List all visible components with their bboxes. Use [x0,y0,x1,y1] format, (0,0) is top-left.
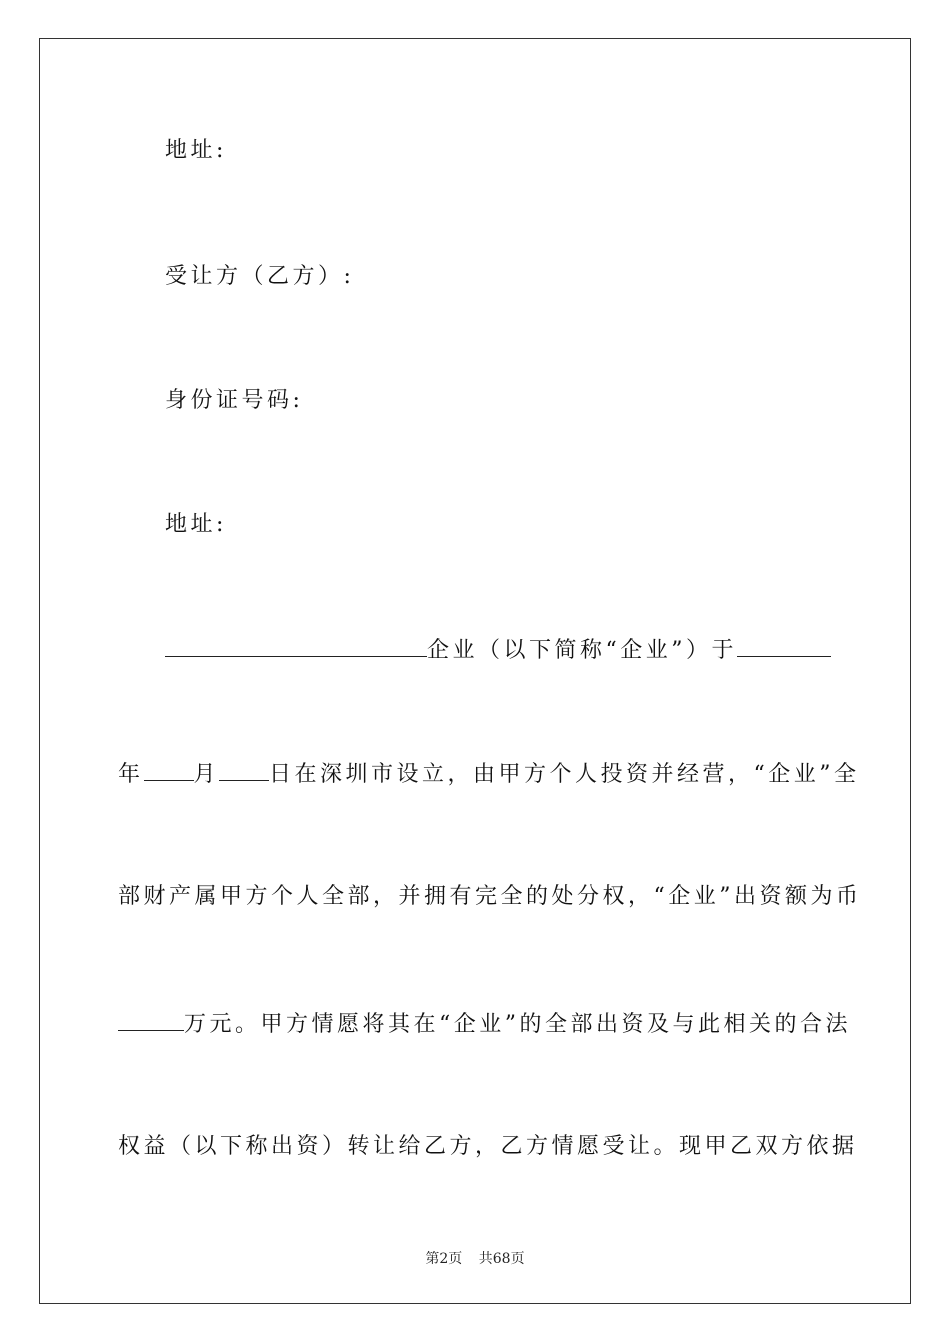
body-line-1-text: 企业（以下简称“企业”）于 [427,638,737,663]
id-number-label: 身份证号码: [165,388,304,413]
address-label-2: 地址: [165,512,227,537]
body-line-4-text: 万元。甲方情愿将其在“企业”的全部出资及与此相关的合法 [184,1012,851,1037]
page-border [39,38,911,1304]
address-label-1: 地址: [165,138,227,163]
page-number: 第2页 [425,1251,463,1267]
amount-blank[interactable] [118,1008,184,1031]
body-line-5: 权益（以下称出资）转让给乙方，乙方情愿受让。现甲乙双方依据 [118,1134,858,1159]
body-line-2 [118,758,860,790]
year-label: 年 [118,762,144,787]
body-line-4 [118,1008,851,1040]
body-line-1 [165,634,835,666]
page-footer [0,1248,950,1268]
page-total: 共68页 [478,1251,525,1267]
body-line-3: 部财产属甲方个人全部，并拥有完全的处分权，“企业”出资额为币 [118,884,862,909]
enterprise-name-blank[interactable] [165,634,427,657]
body-line-2-text: 日在深圳市设立，由甲方个人投资并经营，“企业”全 [269,762,860,787]
month-label: 月 [193,762,220,787]
date-year-blank[interactable] [737,634,831,657]
day-blank[interactable] [219,758,269,781]
transferee-label: 受让方（乙方）: [165,264,355,289]
month-blank[interactable] [144,758,194,781]
